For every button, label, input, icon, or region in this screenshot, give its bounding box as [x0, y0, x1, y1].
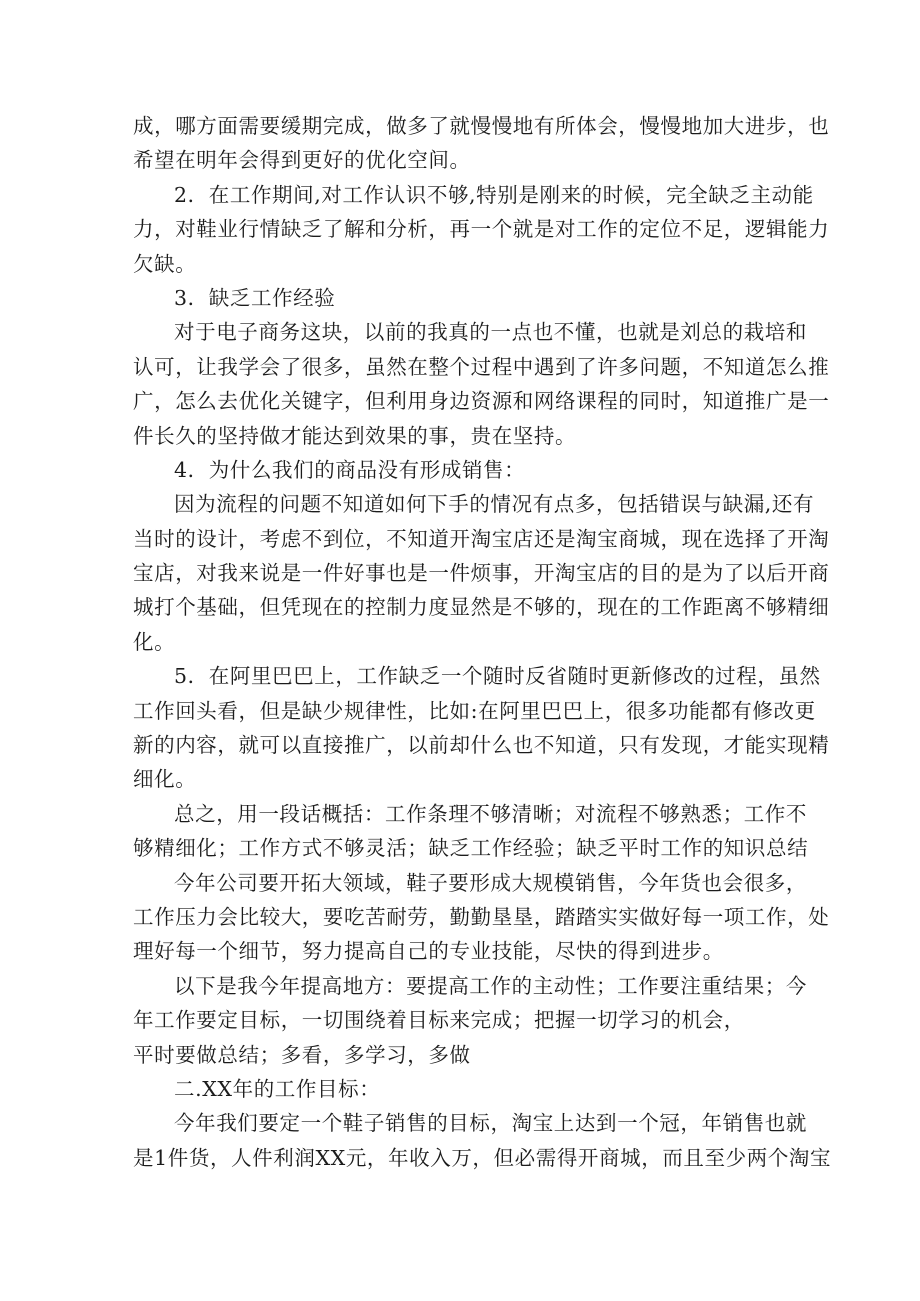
text-line: 理好每一个细节，努力提高自己的专业技能，尽快的得到进步。	[133, 939, 724, 964]
text-line: 5．在阿里巴巴上，工作缺乏一个随时反省随时更新修改的过程，虽然	[174, 664, 821, 689]
text-line: 当时的设计，考虑不到位，不知道开淘宝店还是淘宝商城，现在选择了开淘	[133, 526, 830, 551]
section-heading: 3．缺乏工作经验	[174, 285, 336, 310]
text-line: 年工作要定目标，一切围绕着目标来完成；把握一切学习的机会，	[133, 1008, 745, 1033]
text-line: 是1件货，人件利润XX元，年收入万，但必需得开商城，而且至少两个淘宝	[133, 1145, 832, 1170]
text-line: 对于电子商务这块，以前的我真的一点也不懂，也就是刘总的栽培和	[174, 320, 807, 345]
text-line: 件长久的坚持做才能达到效果的事，贵在坚持。	[133, 423, 577, 448]
text-line: 成，哪方面需要缓期完成，做多了就慢慢地有所体会，慢慢地加大进步，也	[133, 114, 830, 138]
text-line: 因为流程的问题不知道如何下手的情况有点多，包括错误与缺漏,还有	[174, 492, 815, 517]
text-line: 2．在工作期间,对工作认识不够,特别是刚来的时候，完全缺乏主动能	[174, 182, 814, 207]
text-line: 宝店，对我来说是一件好事也是一件烦事，开淘宝店的目的是为了以后开商	[133, 561, 830, 586]
text-line: 平时要做总结；多看，多学习，多做	[133, 1042, 471, 1067]
text-line: 广，怎么去优化关键字，但利用身边资源和网络课程的同时，知道推广是一	[133, 389, 830, 414]
text-line: 力，对鞋业行情缺乏了解和分析，再一个就是对工作的定位不足，逻辑能力	[133, 217, 830, 242]
text-line: 细化。	[133, 767, 197, 792]
text-line: 认可，让我学会了很多，虽然在整个过程中遇到了许多问题，不知道怎么推	[133, 354, 830, 379]
document-body	[133, 109, 832, 1175]
text-line: 化。	[133, 629, 176, 654]
text-line: 以下是我今年提高地方：要提高工作的主动性；工作要注重结果；今	[174, 973, 807, 998]
text-line: 今年我们要定一个鞋子销售的目标，淘宝上达到一个冠，年销售也就	[174, 1111, 807, 1136]
text-line: 城打个基础，但凭现在的控制力度显然是不够的，现在的工作距离不够精细	[133, 595, 830, 620]
text-line: 够精细化；工作方式不够灵活；缺乏工作经验；缺乏平时工作的知识总结	[133, 836, 809, 861]
text-line: 总之，用一段话概括：工作条理不够清晰；对流程不够熟悉；工作不	[174, 801, 807, 826]
section-heading: 4．为什么我们的商品没有形成销售：	[174, 457, 526, 482]
section-heading: 二.XX年的工作目标：	[174, 1076, 381, 1101]
text-line: 工作回头看，但是缺少规律性，比如:在阿里巴巴上，很多功能都有修改更	[133, 698, 816, 723]
text-line: 新的内容，就可以直接推广，以前却什么也不知道，只有发现，才能实现精	[133, 733, 830, 758]
text-line: 工作压力会比较大，要吃苦耐劳，勤勤垦垦，踏踏实实做好每一项工作，处	[133, 904, 830, 929]
text-line: 今年公司要开拓大领域，鞋子要形成大规模销售，今年货也会很多，	[174, 870, 807, 895]
text-line: 欠缺。	[133, 251, 197, 276]
text-line: 希望在明年会得到更好的优化空间。	[133, 148, 471, 173]
